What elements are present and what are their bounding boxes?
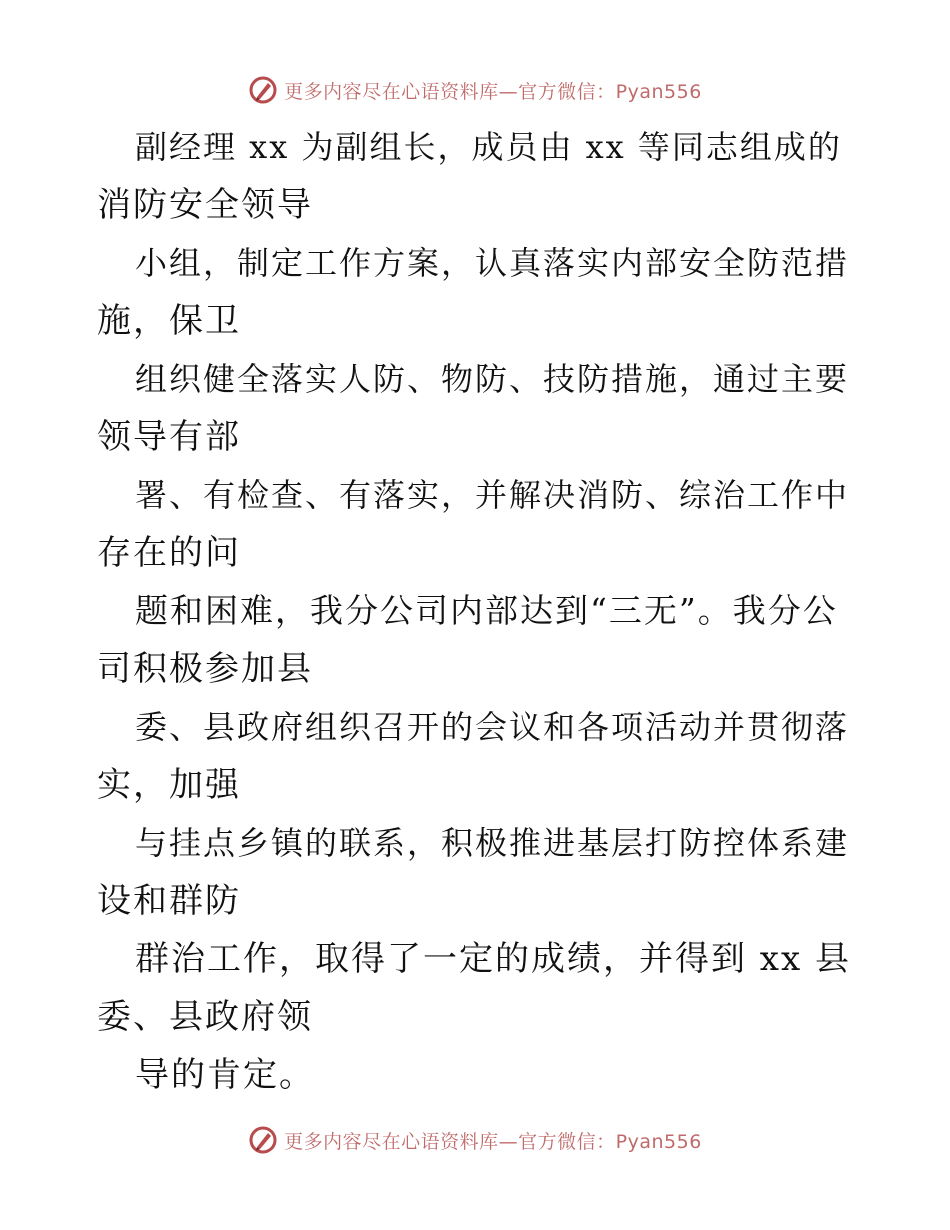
text-line: 小组，制定工作方案，认真落实内部安全防范措	[135, 244, 850, 282]
header-watermark	[0, 70, 950, 110]
text-line: 领导有部	[97, 417, 241, 457]
text-line: 施，保卫	[97, 301, 241, 341]
watermark-text: 更多内容尽在心语资料库—官方微信：Pyan556	[284, 80, 702, 103]
text-line: 消防安全领导	[97, 185, 313, 225]
text-line: 导的肯定。	[135, 1055, 315, 1095]
text-line: 群治工作，取得了一定的成绩，并得到 xx 县	[135, 939, 851, 979]
text-line: 委、县政府领	[97, 997, 313, 1037]
text-line: 题和困难，我分公司内部达到“三无”。我分公	[135, 591, 838, 630]
document-body	[97, 118, 857, 1104]
pen-logo-icon	[248, 1125, 278, 1155]
pen-logo-icon	[248, 75, 278, 105]
text-line: 设和群防	[97, 881, 241, 921]
text-line: 委、县政府组织召开的会议和各项活动并贯彻落	[135, 708, 850, 746]
watermark-text: 更多内容尽在心语资料库—官方微信：Pyan556	[284, 1130, 702, 1153]
text-line: 副经理 xx 为副组长，成员由 xx 等同志组成的	[135, 128, 842, 166]
text-line: 实，加强	[97, 765, 241, 805]
text-line: 存在的问	[97, 533, 241, 573]
footer-watermark	[0, 1120, 950, 1160]
text-line: 署、有检查、有落实，并解决消防、综治工作中	[135, 476, 850, 514]
text-line: 组织健全落实人防、物防、技防措施，通过主要	[135, 360, 850, 398]
text-line: 司积极参加县	[97, 649, 313, 689]
text-line: 与挂点乡镇的联系，积极推进基层打防控体系建	[135, 824, 850, 862]
